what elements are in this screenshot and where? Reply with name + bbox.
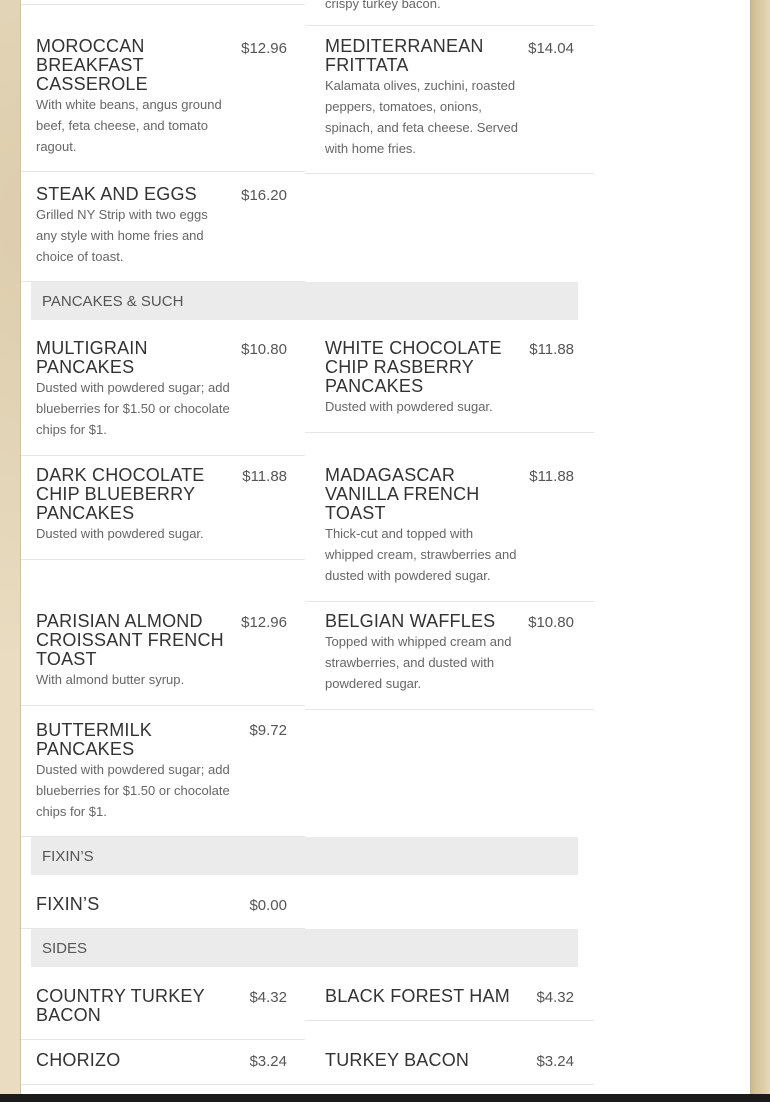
menu-item-parisian-french-toast[interactable] [20, 602, 305, 706]
menu-item-moroccan[interactable] [20, 26, 305, 172]
menu-item-partial [20, 0, 305, 5]
menu-item-country-turkey-bacon[interactable] [20, 976, 305, 1040]
item-title: MEDITERRANEAN FRITTATA [325, 36, 484, 75]
section-title: PANCAKES & SUCH [42, 293, 184, 310]
item-price: $10.80 [528, 614, 574, 631]
menu-item-chorizo[interactable] [20, 1040, 305, 1085]
section-title: FIXIN’S [42, 848, 94, 865]
footer-bar [0, 1094, 770, 1102]
section-header-sides [31, 929, 578, 967]
item-price: $3.24 [536, 1053, 574, 1070]
menu-item-steak-and-eggs[interactable] [20, 172, 305, 282]
item-title: CHORIZO [36, 1050, 121, 1070]
item-price: $14.04 [528, 40, 574, 57]
menu-item-mediterranean[interactable] [305, 26, 594, 174]
item-price: $11.88 [242, 468, 287, 485]
item-title: STEAK AND EGGS [36, 184, 197, 204]
parchment-background-edge [750, 0, 770, 1102]
menu-item-dark-chocolate-pancakes[interactable] [20, 456, 305, 560]
menu-panel [20, 0, 751, 1094]
menu-item-madagascar-french-toast[interactable] [305, 456, 594, 602]
item-title: COUNTRY TURKEY BACON [36, 986, 205, 1025]
item-title: MADAGASCAR VANILLA FRENCH TOAST [325, 465, 480, 523]
item-description: crispy turkey bacon. [325, 0, 441, 11]
menu-item-fixins[interactable] [20, 884, 305, 929]
item-description: Kalamata olives, zuchini, roasted peppers, tomatoes, onions, spinach, and feta cheese. Served with home fries. [325, 78, 518, 156]
item-title: MULTIGRAIN PANCAKES [36, 338, 148, 377]
item-title: FIXIN’S [36, 894, 100, 914]
item-price: $0.00 [249, 897, 287, 914]
item-price: $4.32 [249, 989, 287, 1006]
item-price: $4.32 [536, 989, 574, 1006]
item-price: $11.88 [529, 468, 574, 485]
item-price: $3.24 [249, 1053, 287, 1070]
item-price: $9.72 [249, 722, 287, 739]
item-price: $12.96 [241, 614, 287, 631]
menu-item-multigrain-pancakes[interactable] [20, 329, 305, 456]
item-title: BLACK FOREST HAM [325, 986, 510, 1006]
item-price: $10.80 [241, 341, 287, 358]
item-description: With almond butter syrup. [36, 672, 185, 687]
item-description: With white beans, angus ground beef, feta cheese, and tomato ragout. [36, 97, 222, 154]
item-title: BELGIAN WAFFLES [325, 611, 496, 631]
item-title: TURKEY BACON [325, 1050, 470, 1070]
item-title: PARISIAN ALMOND CROISSANT FRENCH TOAST [36, 611, 224, 669]
menu-item-black-forest-ham[interactable] [305, 976, 594, 1021]
item-description: Dusted with powdered sugar; add blueberries for $1.50 or chocolate chips for $1. [36, 762, 230, 819]
item-title: MOROCCAN BREAKFAST CASSEROLE [36, 36, 148, 94]
item-description: Thick-cut and topped with whipped cream, strawberries and dusted with powdered sugar. [325, 526, 517, 583]
item-description: Topped with whipped cream and strawberries, and dusted with powdered sugar. [325, 634, 512, 691]
item-description: Dusted with powdered sugar; add blueberries for $1.50 or chocolate chips for $1. [36, 380, 230, 437]
item-description: Grilled NY Strip with two eggs any style with home fries and choice of toast. [36, 207, 208, 264]
item-title: BUTTERMILK PANCAKES [36, 720, 153, 759]
item-description: Dusted with powdered sugar. [36, 526, 204, 541]
section-header-fixins [31, 837, 578, 875]
item-price: $16.20 [241, 187, 287, 204]
menu-item-partial [305, 0, 594, 26]
item-price: $11.88 [529, 341, 574, 358]
item-title: WHITE CHOCOLATE CHIP RASBERRY PANCAKES [325, 338, 502, 396]
item-title: DARK CHOCOLATE CHIP BLUEBERRY PANCAKES [36, 465, 205, 523]
section-title: SIDES [42, 940, 88, 957]
menu-item-white-chocolate-pancakes[interactable] [305, 329, 594, 433]
menu-item-belgian-waffles[interactable] [305, 602, 594, 710]
menu-item-turkey-bacon[interactable] [305, 1040, 594, 1085]
menu-item-buttermilk-pancakes[interactable] [20, 706, 305, 837]
item-description: Dusted with powdered sugar. [325, 399, 493, 414]
item-price: $12.96 [241, 40, 287, 57]
section-header-pancakes [31, 282, 578, 320]
